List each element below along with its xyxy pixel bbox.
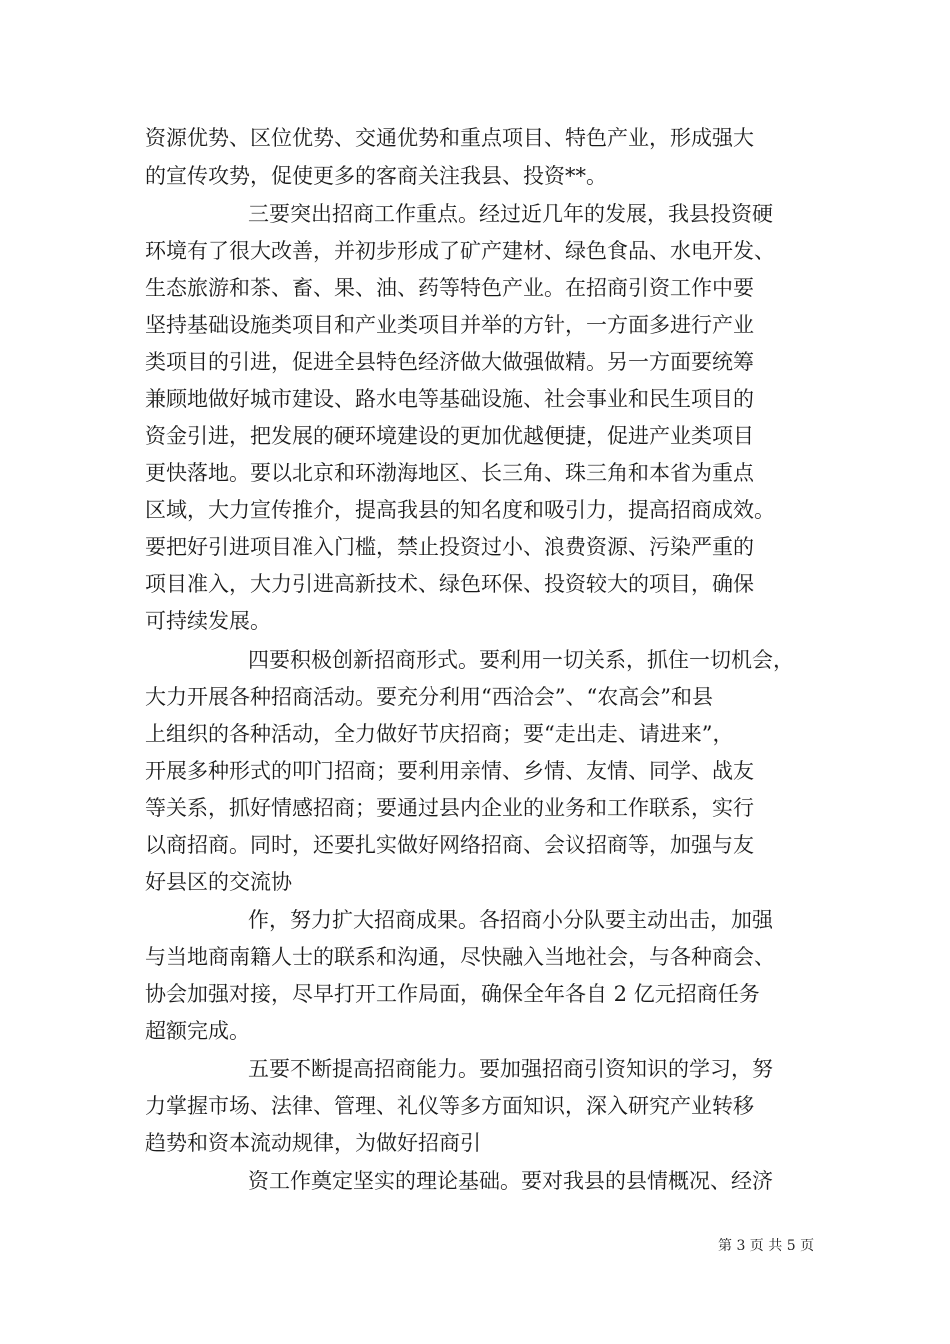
body-line: 上组织的各种活动，全力做好节庆招商；要“走出走、请进来”， (145, 722, 734, 746)
body-line: 超额完成。 (145, 1019, 250, 1043)
body-line: 项目准入，大力引进高新技术、绿色环保、投资较大的项目，确保 (145, 572, 754, 596)
body-line: 与当地商南籍人士的联系和沟通，尽快融入当地社会，与各种商会、 (145, 945, 775, 969)
paragraph-start-line: 五要不断提高招商能力。要加强招商引资知识的学习，努 (248, 1057, 773, 1081)
body-line: 环境有了很大改善，并初步形成了矿产建材、绿色食品、水电开发、 (145, 239, 775, 263)
body-line: 好县区的交流协 (145, 870, 292, 894)
body-line: 资源优势、区位优势、交通优势和重点项目、特色产业，形成强大 (145, 126, 754, 150)
body-line: 开展多种形式的叩门招商；要利用亲情、乡情、友情、同学、战友 (145, 759, 754, 783)
body-line: 趋势和资本流动规律，为做好招商引 (145, 1131, 481, 1155)
body-line: 兼顾地做好城市建设、路水电等基础设施、社会事业和民生项目的 (145, 387, 754, 411)
body-line: 协会加强对接，尽早打开工作局面，确保全年各自 2 亿元招商任务 (145, 982, 760, 1006)
body-line: 区域，大力宣传推介，提高我县的知名度和吸引力，提高招商成效。 (145, 498, 775, 522)
paragraph-start-line: 三要突出招商工作重点。经过近几年的发展，我县投资硬 (248, 202, 773, 226)
body-line: 等关系，抓好情感招商；要通过县内企业的业务和工作联系，实行 (145, 796, 754, 820)
body-line: 力掌握市场、法律、管理、礼仪等多方面知识，深入研究产业转移 (145, 1094, 754, 1118)
body-line: 资金引进，把发展的硬环境建设的更加优越便捷，促进产业类项目 (145, 424, 754, 448)
paragraph-start-line: 四要积极创新招商形式。要利用一切关系，抓住一切机会， (248, 648, 794, 672)
body-line: 生态旅游和茶、畜、果、油、药等特色产业。在招商引资工作中要 (145, 276, 754, 300)
page-number: 第 3 页 共 5 页 (718, 1238, 815, 1254)
body-line: 的宣传攻势，促使更多的客商关注我县、投资**。 (145, 164, 607, 188)
body-line: 坚持基础设施类项目和产业类项目并举的方针，一方面多进行产业 (145, 313, 754, 337)
body-line: 要把好引进项目准入门槛，禁止投资过小、浪费资源、污染严重的 (145, 535, 754, 559)
paragraph-start-line: 资工作奠定坚实的理论基础。要对我县的县情概况、经济 (248, 1169, 773, 1193)
body-line: 大力开展各种招商活动。要充分利用“西洽会”、“农高会”和县 (145, 685, 713, 709)
body-line: 更快落地。要以北京和环渤海地区、长三角、珠三角和本省为重点 (145, 461, 754, 485)
body-line: 类项目的引进，促进全县特色经济做大做强做精。另一方面要统筹 (145, 350, 754, 374)
paragraph-start-line: 作，努力扩大招商成果。各招商小分队要主动出击，加强 (248, 908, 773, 932)
body-line: 可持续发展。 (145, 609, 271, 633)
body-line: 以商招商。同时，还要扎实做好网络招商、会议招商等，加强与友 (145, 833, 754, 857)
